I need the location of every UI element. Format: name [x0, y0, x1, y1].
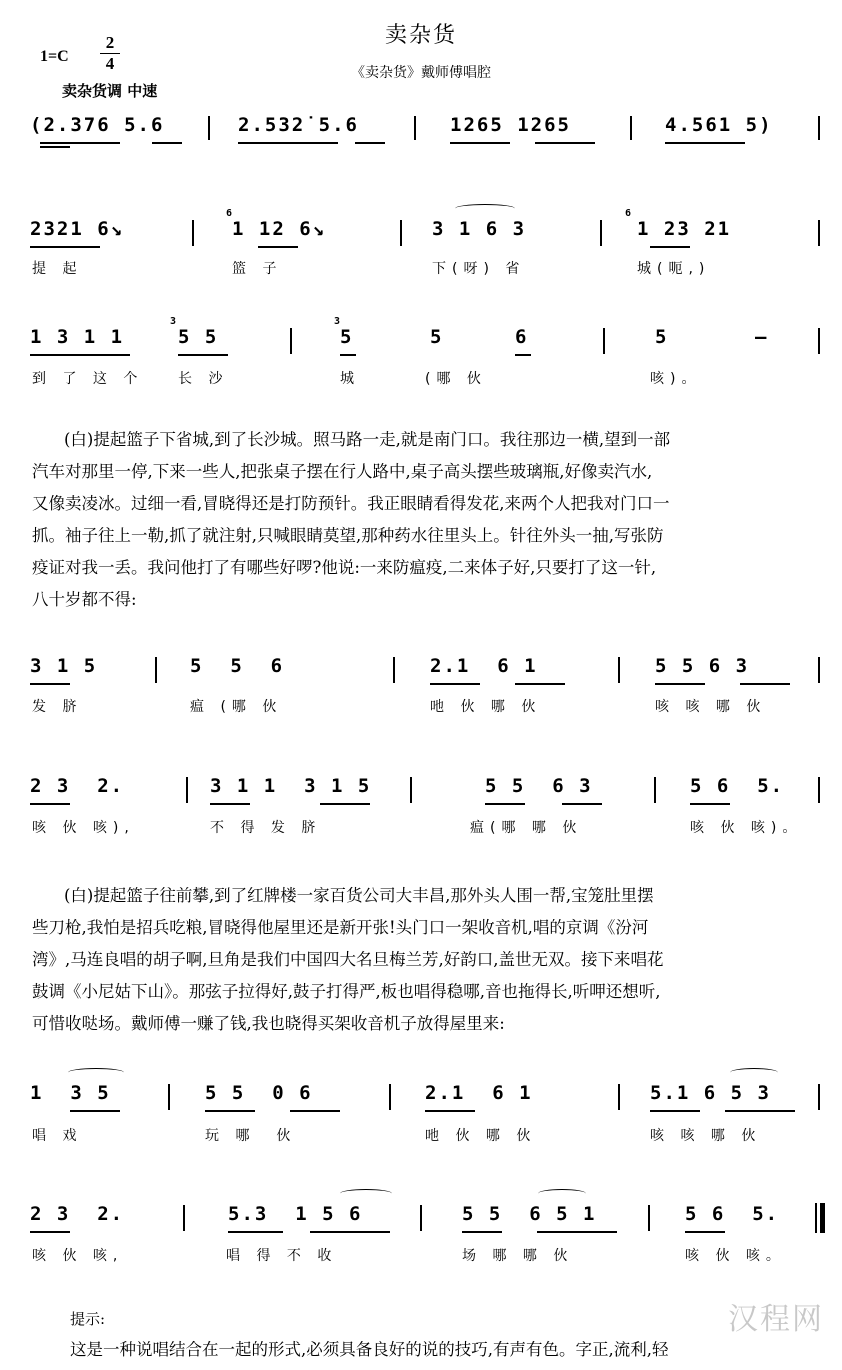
lyric: 唱 得 不 收	[226, 1248, 338, 1264]
barline	[290, 328, 292, 354]
underline	[425, 1110, 475, 1112]
lyric: 咳 伙 咳,	[32, 1248, 124, 1264]
time-signature	[100, 34, 120, 73]
measure: 2 3 2.	[30, 775, 125, 797]
prose-line: 汽车对那里一停,下来一些人,把张桌子摆在行人路中,桌子高头摆些玻璃瓶,好像卖汽水,	[32, 462, 653, 481]
barline	[168, 1084, 170, 1110]
measure: 1265 1265	[450, 114, 571, 136]
lyric: (哪 伙	[425, 371, 487, 387]
measure: 1 3 5	[30, 1082, 111, 1104]
measure: 3 1 5	[30, 655, 98, 677]
barline	[818, 1084, 820, 1110]
underline	[40, 146, 70, 148]
lyric: 瘟(哪 哪 伙	[470, 820, 583, 836]
lyric: 到 了 这 个	[32, 371, 144, 387]
underline	[430, 683, 480, 685]
barline	[818, 328, 820, 354]
underline	[485, 803, 525, 805]
prose-line: (白)提起篮子下省城,到了长沙城。照马路一走,就是南门口。我往那边一横,望到一部	[64, 430, 671, 449]
slur	[730, 1068, 778, 1077]
measure: 2.532˙5.6	[238, 114, 359, 136]
lyric: 唱 戏	[32, 1128, 83, 1144]
measure: 5 5 0 6	[205, 1082, 313, 1104]
barline	[389, 1084, 391, 1110]
grace-note: 3	[170, 316, 177, 327]
measure: 4.561 5)	[665, 114, 773, 136]
measure: (2.376 5.6	[30, 114, 165, 136]
underline	[70, 1110, 120, 1112]
barline	[818, 657, 820, 683]
prose-line: 鼓调《小尼姑下山》。那弦子拉得好,鼓子打得严,板也唱得稳哪,音也拖得长,听呷还想听,	[32, 982, 661, 1001]
underline	[30, 803, 70, 805]
underline	[665, 142, 745, 144]
barline	[654, 777, 656, 803]
measure: 5 5 6 3	[655, 655, 750, 677]
underline	[355, 142, 385, 144]
underline	[725, 1110, 795, 1112]
measure: 5 5 6 5 1	[462, 1203, 597, 1225]
time-top: 2	[105, 33, 115, 52]
underline	[690, 803, 730, 805]
final-barline-thick	[820, 1203, 825, 1233]
measure: 2.1 6 1	[430, 655, 538, 677]
grace-note: 6	[226, 208, 233, 219]
prose-line: 湾》,马连良唱的胡子啊,旦角是我们中国四大名旦梅兰芳,好韵口,盖世无双。接下来唱花	[32, 950, 664, 969]
lyric: 篮 子	[232, 261, 283, 277]
barline	[818, 220, 820, 246]
underline	[152, 142, 182, 144]
lyric: 发 脐	[32, 699, 83, 715]
lyric: 城(呃,)	[637, 261, 711, 277]
prose-line: 疫证对我一丢。我问他打了有哪些好啰?他说:一来防瘟疫,二来体子好,只要打了这一针,	[32, 558, 657, 577]
lyric: 场 哪 哪 伙	[462, 1248, 574, 1264]
underline	[178, 354, 228, 356]
underline	[210, 803, 250, 805]
lyric: 提 起	[32, 261, 83, 277]
barline	[414, 116, 416, 140]
final-barline	[815, 1203, 817, 1233]
prose-line: 些刀枪,我怕是招兵吃粮,冒晓得他屋里还是新开张!头门口一架收音机,唱的京调《汾河	[32, 918, 649, 937]
hint-label: 提示:	[70, 1310, 106, 1328]
spoken-passage-1	[32, 424, 816, 616]
measure: 5 5	[178, 326, 219, 348]
hint-text: 这是一种说唱结合在一起的形式,必须具备良好的说的技巧,有声有色。字正,流利,轻	[70, 1340, 669, 1359]
underline	[258, 246, 298, 248]
measure: 5	[430, 326, 444, 348]
watermark: 汉程网	[728, 1302, 824, 1337]
grace-note: 6	[625, 208, 632, 219]
underline	[685, 1231, 725, 1233]
lyric: 咳 伙 咳。	[685, 1248, 786, 1264]
barline	[400, 220, 402, 246]
measure: 5	[340, 326, 354, 348]
lyric: 玩 哪 伙	[205, 1128, 297, 1144]
barline	[410, 777, 412, 803]
barline	[208, 116, 210, 140]
barline	[618, 657, 620, 683]
underline	[40, 142, 120, 144]
lyric: 下(呀) 省	[432, 261, 526, 277]
barline	[393, 657, 395, 683]
underline	[290, 1110, 340, 1112]
measure: 5 5 6 3	[485, 775, 593, 797]
barline	[186, 777, 188, 803]
underline	[450, 142, 510, 144]
barline	[818, 777, 820, 803]
subtitle: 《卖杂货》戴师傅唱腔	[351, 65, 491, 81]
measure: 5	[655, 326, 669, 348]
lyric: 长 沙	[178, 371, 229, 387]
lyric: 咳 伙 咳),	[32, 820, 135, 836]
prose-line: 可惜收哒场。戴师傅一赚了钱,我也晓得买架收音机子放得屋里来:	[32, 1014, 505, 1033]
measure: 3 1 6 3	[432, 218, 527, 240]
lyric: 吔 伙 哪 伙	[430, 699, 542, 715]
measure: 1 3 1 1	[30, 326, 125, 348]
underline	[650, 246, 690, 248]
lyric: 咳)。	[650, 371, 702, 387]
prose-line: 抓。袖子往上一勒,抓了就注射,只喊眼睛莫望,那种药水往里头上。针往外头一抽,写张防	[32, 526, 664, 545]
measure: 1 23 21	[637, 218, 732, 240]
time-bottom: 4	[105, 54, 115, 73]
underline	[740, 683, 790, 685]
underline	[340, 354, 356, 356]
underline	[30, 246, 100, 248]
measure: –	[755, 326, 769, 348]
underline	[515, 683, 565, 685]
measure: 2 3 2.	[30, 1203, 125, 1225]
grace-note: 3	[334, 316, 341, 327]
measure: 5.1 6 5 3	[650, 1082, 771, 1104]
slur	[340, 1189, 392, 1198]
key-signature: 1=C	[40, 48, 69, 65]
tempo-marking: 卖杂货调 中速	[62, 82, 158, 100]
slur	[538, 1189, 586, 1198]
barline	[183, 1205, 185, 1231]
underline	[238, 142, 338, 144]
underline	[655, 683, 705, 685]
barline	[630, 116, 632, 140]
lyric: 瘟 (哪 伙	[190, 699, 283, 715]
measure: 1 12 6↘	[232, 218, 327, 240]
underline	[310, 1231, 390, 1233]
underline	[537, 1231, 617, 1233]
underline	[515, 354, 531, 356]
measure: 2.1 6 1	[425, 1082, 533, 1104]
lyric: 城	[340, 371, 360, 387]
underline	[320, 803, 370, 805]
barline	[420, 1205, 422, 1231]
underline	[205, 1110, 255, 1112]
barline	[818, 116, 820, 140]
barline	[600, 220, 602, 246]
underline	[650, 1110, 700, 1112]
underline	[462, 1231, 502, 1233]
measure: 5 6 5.	[685, 1203, 780, 1225]
underline	[30, 683, 70, 685]
measure: 5 6 5.	[690, 775, 785, 797]
underline	[562, 803, 602, 805]
prose-line: 八十岁都不得:	[32, 590, 137, 609]
measure: 6	[515, 326, 529, 348]
slur	[68, 1068, 124, 1077]
underline	[30, 354, 130, 356]
underline	[535, 142, 595, 144]
lyric: 咳 伙 咳)。	[690, 820, 803, 836]
barline	[155, 657, 157, 683]
page-title: 卖杂货	[384, 23, 457, 48]
underline	[228, 1231, 283, 1233]
prose-line: (白)提起篮子往前攀,到了红牌楼一家百货公司大丰昌,那外头人围一帮,宝笼肚里摆	[64, 886, 654, 905]
underline	[30, 1231, 70, 1233]
barline	[603, 328, 605, 354]
lyric: 咳 咳 哪 伙	[655, 699, 767, 715]
measure: 2321 6↘	[30, 218, 125, 240]
barline	[618, 1084, 620, 1110]
prose-line: 又像卖凌冰。过细一看,冒晓得还是打防预针。我正眼睛看得发花,来两个人把我对门口一	[32, 494, 670, 513]
spoken-passage-2	[32, 880, 816, 1040]
lyric: 咳 咳 哪 伙	[650, 1128, 762, 1144]
barline	[648, 1205, 650, 1231]
slur	[455, 204, 515, 213]
lyric: 吔 伙 哪 伙	[425, 1128, 537, 1144]
measure: 5.3 1 5 6	[228, 1203, 363, 1225]
lyric: 不 得 发 脐	[210, 820, 322, 836]
measure: 3 1 1 3 1 5	[210, 775, 372, 797]
barline	[192, 220, 194, 246]
measure: 5 5 6	[190, 655, 285, 677]
